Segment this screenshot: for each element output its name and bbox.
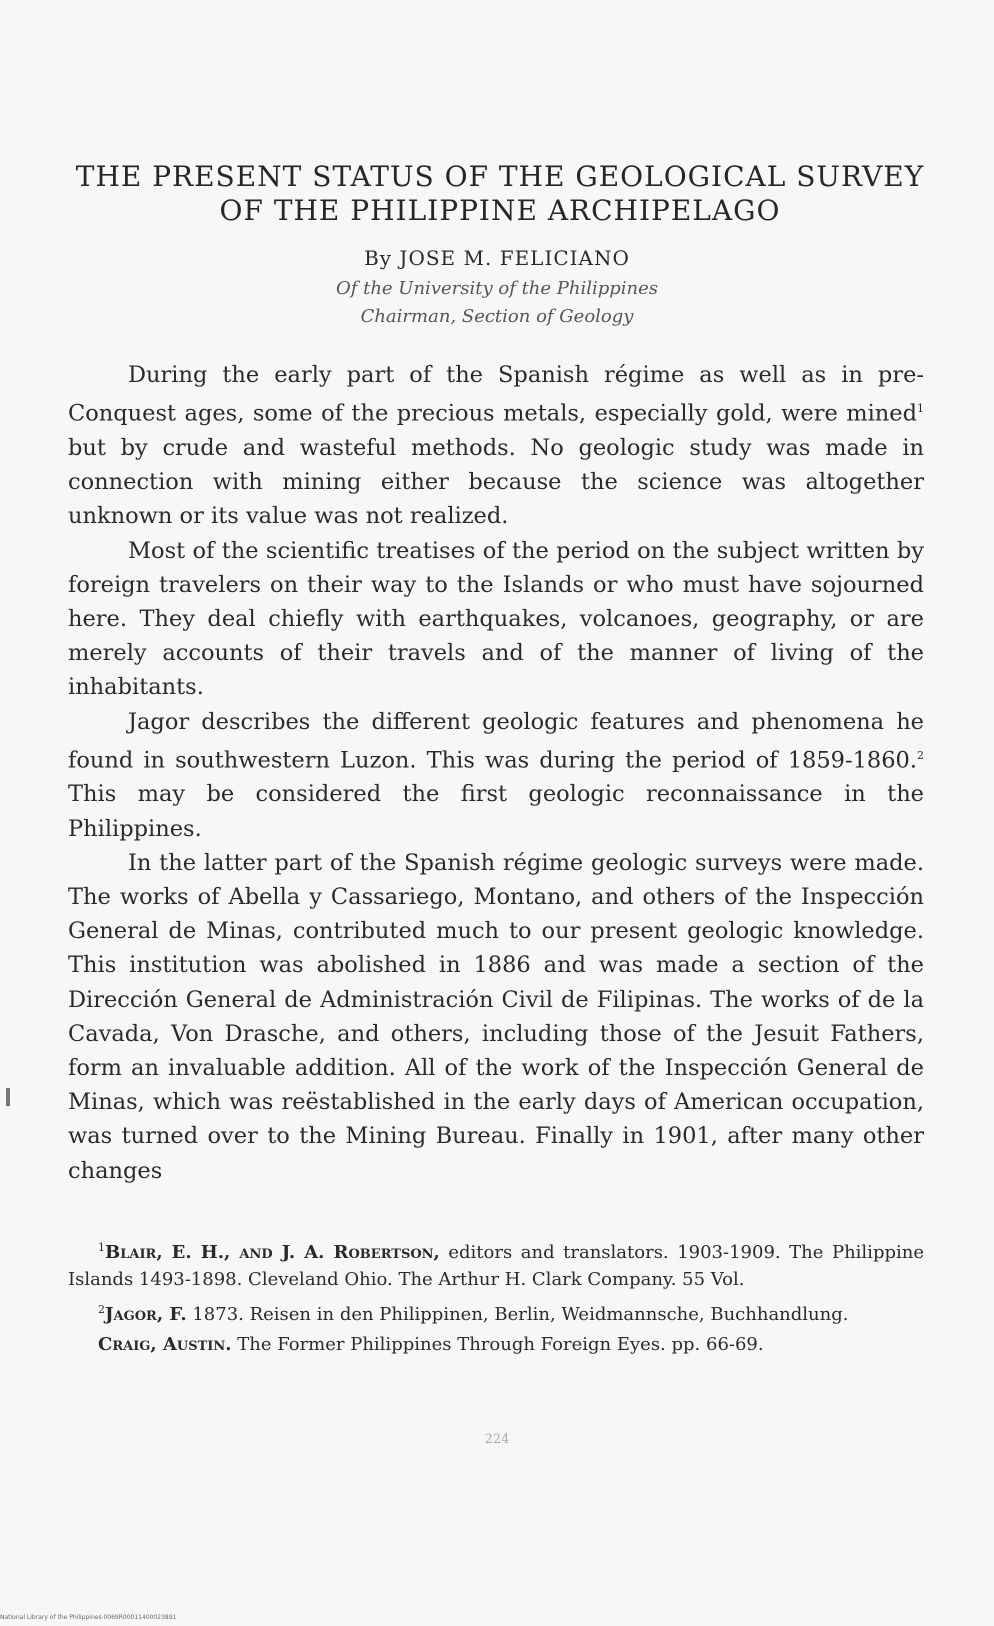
footnote-ref-2: 2 xyxy=(917,748,924,762)
footnote-author: Craig, Austin. xyxy=(98,1334,232,1355)
footnote-2 xyxy=(68,1296,924,1328)
paragraph-2: Most of the scientific treatises of the period on the subject written by foreign travelers on their way to the Islands or who must have sojourned here. They deal chiefly with earthquakes, volcanoes, geography, or are merely accounts of their travels and of the manner of living of the inhabitants. xyxy=(68,537,924,701)
title-line-2: OF THE PHILIPPINE ARCHIPELAGO xyxy=(219,194,781,227)
footnotes xyxy=(68,1234,924,1361)
paragraph-text: During the early part of the Spanish régime as well as in pre-Conquest ages, some of the precious metals, especially gold, were mined xyxy=(68,362,924,427)
paragraph-text: but by crude and wasteful methods. No geologic study was made in connection with mining either because the science was altogether unknown or its value was not realized. xyxy=(68,434,924,530)
footnote-text: editors and translators. 1903-1909. The Philippine Islands 1493-1898. Cleveland Ohio. The Arthur H. Clark Company. 55 Vol. xyxy=(68,1242,924,1290)
author-affiliation: Of the University of the Philippines xyxy=(335,278,659,299)
footnote-author: Jagor, F. xyxy=(105,1304,187,1325)
footnote-text: 1873. Reisen in den Philippinen, Berlin, Weidmannsche, Buchhandlung. xyxy=(186,1304,849,1325)
paragraph-3 xyxy=(68,705,924,846)
paragraph-text: This may be considered the first geologic reconnaissance in the Philippines. xyxy=(68,781,924,842)
footnote-text: The Former Philippines Through Foreign Eyes. pp. 66-69. xyxy=(231,1334,764,1355)
footnote-marker: 2 xyxy=(98,1303,105,1316)
footnote-1 xyxy=(68,1234,924,1293)
paragraph-text: Jagor describes the different geologic features and phenomena he found in southwestern Luzon. This was during the period of 1859-1860. xyxy=(68,708,924,774)
scan-margin-mark xyxy=(6,1088,10,1106)
article-body xyxy=(68,358,924,1188)
title-line-1: THE PRESENT STATUS OF THE GEOLOGICAL SURVEY xyxy=(75,160,925,193)
author-byline: By JOSE M. FELICIANO xyxy=(364,246,630,270)
author-position: Chairman, Section of Geology xyxy=(360,306,634,327)
footnote-ref-1: 1 xyxy=(917,402,924,416)
paragraph-1 xyxy=(68,358,924,534)
footnote-author: Blair, E. H., and J. A. Robertson, xyxy=(105,1242,440,1263)
page-number: 224 xyxy=(484,1432,510,1447)
paragraph-4: In the latter part of the Spanish régime geologic surveys were made. The works of Abella y Cassariego, Montano, and others of the Inspección General de Minas, contributed much to our present geologic knowledge. This institution was abolished in 1886 and was made a section of the Dirección General de Administración Civil de Filipinas. The works of de la Cavada, Von Drasche, and others, including those of the Jesuit Fathers, form an invaluable addition. All of the work of the Inspección General de Minas, which was reëstablished in the early days of American occupation, was turned over to the Mining Bureau. Finally in 1901, after many other changes xyxy=(68,849,924,1184)
footnote-3 xyxy=(68,1331,924,1358)
article-title xyxy=(60,160,940,228)
footnote-marker: 1 xyxy=(98,1241,105,1254)
scan-credit: National Library of the Philippines 0069R00011400023891 xyxy=(0,1614,177,1621)
